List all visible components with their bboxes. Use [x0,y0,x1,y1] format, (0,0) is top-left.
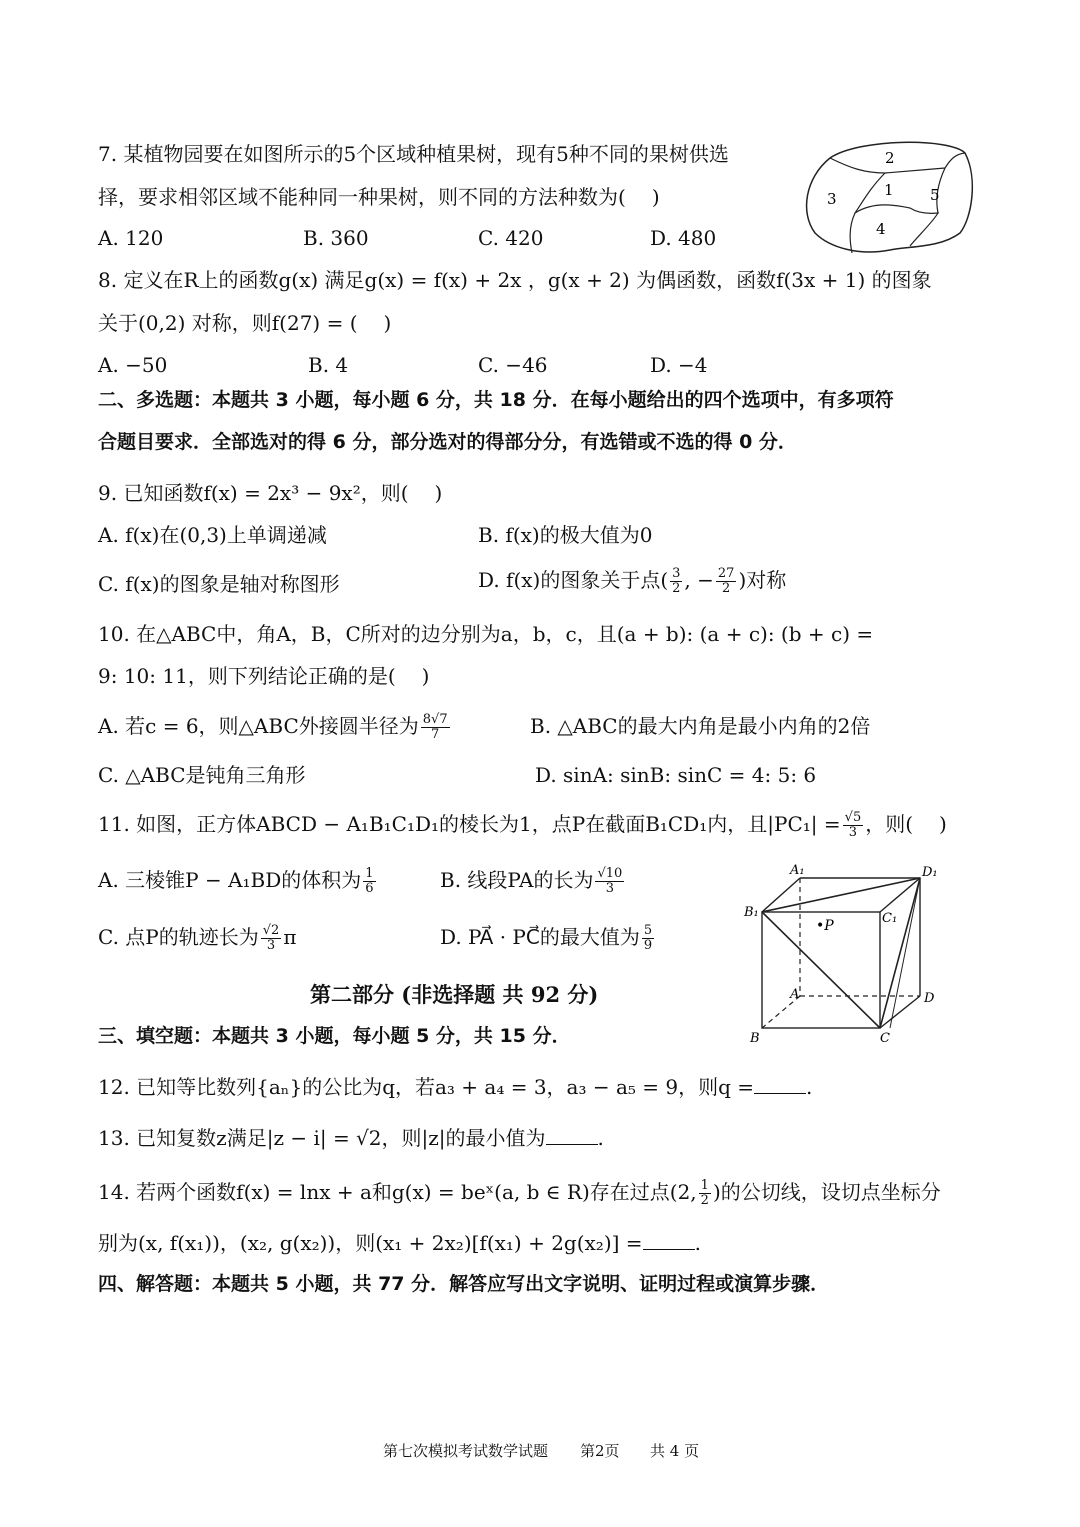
cube-label-d1: D₁ [922,865,938,880]
q9-option-b: B. f(x)的极大值为0 [478,523,653,547]
frac-denominator: 7 [431,727,440,742]
frac-numerator: 3 [672,566,681,581]
q13-stem-text: 13. 已知复数z满足|z − i| = √2，则|z|的最小值为 [98,1126,546,1150]
cube-label-a1: A₁ [790,863,805,878]
q12-end: . [806,1075,813,1099]
q7-option-c: C. 420 [478,226,544,250]
q11-option-b-frac [595,867,624,896]
frac-denominator: 2 [672,581,681,596]
q9-paren-close: ) [434,481,443,505]
q11-option-a-pre: A. 三棱锥P − A₁BD的体积为 [98,868,362,892]
q11-stem-frac [843,811,864,840]
cube-label-c1: C₁ [882,911,898,926]
q12-answer-blank[interactable] [754,1075,806,1094]
q10-stem-line1: 10. 在△ABC中，角A，B，C所对的边分别为a，b，c，且(a + b): (a + c): (b + c) = [98,622,874,646]
q9-option-d [478,566,786,596]
region-label-3: 3 [827,190,837,208]
q10-option-c: C. △ABC是钝角三角形 [98,763,306,787]
frac-numerator: √5 [844,810,862,825]
q11-option-c-post: π [283,925,297,949]
q14-stem-line2 [98,1229,701,1257]
q9-option-d-pre: D. f(x)的图象关于点( [478,568,669,592]
region-label-2: 2 [885,149,895,167]
frac-denominator: 3 [605,881,615,896]
q8-paren-close: ) [383,311,392,335]
q8-option-a: A. −50 [98,353,168,377]
q7-stem-line2 [98,183,660,211]
q11-stem [98,810,947,840]
q14-answer-blank[interactable] [643,1231,695,1250]
cube-label-d: D [924,991,935,1006]
cube-label-c: C [880,1031,890,1046]
q10-stem-line2 [98,662,429,690]
q7-option-b: B. 360 [303,226,369,250]
q7-paren-close: ) [651,185,660,209]
q14-stem-line1 [98,1178,941,1208]
q11-option-b-pre: B. 线段PA的长为 [440,868,594,892]
region-label-4: 4 [876,220,886,238]
section4-header: 四、解答题：本题共 5 小题，共 77 分．解答应写出文字说明、证明过程或演算步骤． [98,1273,830,1295]
cube-label-b1: B₁ [744,905,759,920]
frac-numerator: 5 [643,923,653,938]
section2-header-line1: 二、多选题：本题共 3 小题，每小题 6 分，共 18 分．在每小题给出的四个选项中，有多项符 [98,389,894,411]
footer-page-number: 第2页 [580,1442,620,1460]
q11-option-c-pre: C. 点P的轨迹长为 [98,925,259,949]
region-label-1: 1 [884,181,894,199]
q9-option-d-post: )对称 [738,568,787,592]
q8-option-c: C. −46 [478,353,548,377]
q11-option-d [440,923,656,953]
frac-numerator: √10 [597,866,623,881]
region-label-5: 5 [930,186,940,204]
q10-option-b: B. △ABC的最大内角是最小内角的2倍 [530,714,871,738]
q7-stem-line1: 7. 某植物园要在如图所示的5个区域种植果树，现有5种不同的果树供选 [98,142,729,166]
q9-option-d-frac1 [670,567,682,596]
q8-stem-line2 [98,309,391,337]
q9-option-c: C. f(x)的图象是轴对称图形 [98,572,340,596]
q10-paren-close: ) [421,664,430,688]
frac-denominator: 2 [722,581,731,596]
q7-region-figure [800,138,975,258]
cube-label-p: •P [816,918,834,934]
frac-denominator: 3 [848,825,858,840]
q7-option-d: D. 480 [650,226,717,250]
frac-denominator: 9 [643,938,653,953]
q10-stem-text: 9: 10: 11，则下列结论正确的是( [98,664,396,688]
frac-denominator: 2 [700,1193,709,1208]
q9-option-d-mid: , − [684,568,714,592]
footer-total-pages: 共 4 页 [650,1442,700,1460]
q11-option-a-frac [363,867,375,896]
q11-stem-pre: 11. 如图，正方体ABCD − A₁B₁C₁D₁的棱长为1，点P在截面B₁CD₁内，且|PC₁| = [98,812,841,836]
q10-option-d: D. sinA: sinB: sinC = 4: 5: 6 [535,763,817,787]
region-divider-bottom [855,205,938,246]
q11-option-c-frac [261,924,282,953]
q14-line2-text: 别为(x, f(x₁))，(x₂, g(x₂))，则(x₁ + 2x₂)[f(x₁) + 2g(x₂)] = [98,1231,643,1255]
q10-option-a-frac [421,713,450,742]
q11-paren-close: ) [939,812,947,836]
q11-option-c [98,923,296,953]
frac-numerator: √2 [262,923,280,938]
q11-option-d-frac [642,924,654,953]
q9-stem [98,479,442,507]
region-divider-top [830,153,965,173]
q11-option-a [98,866,378,896]
section3-header: 三、填空题：本题共 3 小题，每小题 5 分，共 15 分． [98,1025,571,1047]
cube-label-b: B [750,1031,760,1046]
q14-line1-post: )的公切线，设切点坐标分 [712,1180,941,1204]
frac-numerator: 8√7 [422,712,448,727]
q14-line1-pre: 14. 若两个函数f(x) = lnx + a和g(x) = beˣ(a, b ∈ R)存在过点(2, [98,1180,697,1204]
q10-option-a [98,712,452,742]
part2-title: 第二部分 (非选择题 共 92 分) [310,982,599,1007]
q8-stem-text: 关于(0,2) 对称，则f(27) = ( [98,311,358,335]
q14-end: . [694,1231,701,1255]
q9-stem-text: 9. 已知函数f(x) = 2x³ − 9x²，则( [98,481,409,505]
frac-numerator: 27 [717,566,735,581]
frac-denominator: 6 [365,881,374,896]
q13-stem [98,1124,604,1152]
q13-end: . [597,1126,604,1150]
q7-option-a: A. 120 [98,226,164,250]
q7-stem-text: 择，要求相邻区域不能种同一种果树，则不同的方法种数为( [98,185,626,209]
q11-cube-figure [740,860,950,1050]
q11-stem-post: ，则( [865,812,914,836]
q11-option-d-pre: D. PA⃗ · PC⃗的最大值为 [440,925,640,949]
q13-answer-blank[interactable] [546,1126,598,1145]
cube-label-a: A [790,987,800,1002]
q8-option-b: B. 4 [308,353,349,377]
q12-stem [98,1073,812,1101]
frac-numerator: 1 [700,1178,709,1193]
q14-frac [699,1179,711,1208]
q8-option-d: D. −4 [650,353,708,377]
frac-numerator: 1 [365,866,374,881]
section2-header-line2: 合题目要求．全部选对的得 6 分，部分选对的得部分分，有选错或不选的得 0 分． [98,431,797,453]
q10-option-a-pre: A. 若c = 6，则△ABC外接圆半径为 [98,714,419,738]
q11-option-b [440,866,626,896]
q8-stem-line1: 8. 定义在R上的函数g(x) 满足g(x) = f(x) + 2x ，g(x + 2) 为偶函数，函数f(3x + 1) 的图象 [98,268,932,292]
q12-stem-text: 12. 已知等比数列{aₙ}的公比为q，若a₃ + a₄ = 3，a₃ − a₅ = 9，则q = [98,1075,755,1099]
q9-option-a: A. f(x)在(0,3)上单调递减 [98,523,327,547]
footer-exam-title: 第七次模拟考试数学试题 [383,1442,549,1460]
frac-denominator: 3 [266,938,276,953]
q9-option-d-frac2 [716,567,737,596]
